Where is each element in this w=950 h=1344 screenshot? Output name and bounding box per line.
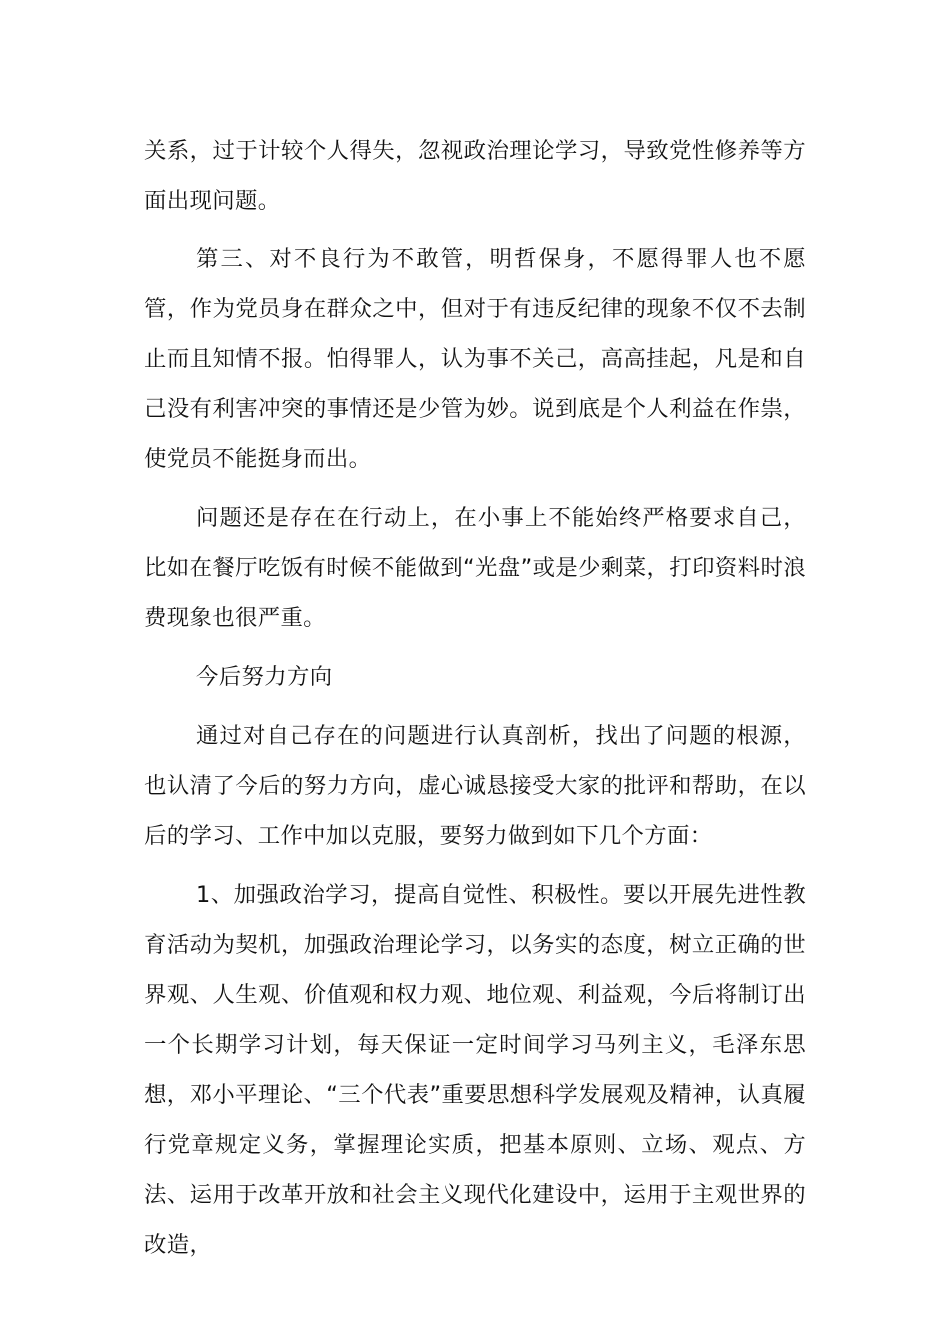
section-heading-future-direction: 今后努力方向	[196, 664, 333, 690]
paragraph-action-issue: 问题还是存在在行动上，在小事上不能始终严格要求自己，比如在餐厅吃饭有时候不能做到“光盘”或是少剩菜，打印资料时浪费现象也很严重。	[144, 505, 806, 631]
paragraph-third-issue: 第三、对不良行为不敢管，明哲保身，不愿得罪人也不愿管，作为党员身在群众之中，但对于有违反纪律的现象不仅不去制止而且知情不报。怕得罪人，认为事不关己，高高挂起，凡是和自己没有利害冲突的事情还是少管为妙。说到底是个人利益在作祟，使党员不能挺身而出。	[144, 246, 806, 472]
paragraph-item-1: 1、加强政治学习，提高自觉性、积极性。要以开展先进性教育活动为契机，加强政治理论学习，以务实的态度，树立正确的世界观、人生观、价值观和权力观、地位观、利益观，今后将制订出一个长期学习计划，每天保证一定时间学习马列主义，毛泽东思想，邓小平理论、“三个代表”重要思想科学发展观及精神，认真履行党章规定义务，掌握理论实质，把基本原则、立场、观点、方法、运用于改革开放和社会主义现代化建设中，运用于主观世界的改造，	[144, 882, 806, 1258]
paragraph-analysis: 通过对自己存在的问题进行认真剖析，找出了问题的根源，也认清了今后的努力方向，虚心诚恳接受大家的批评和帮助，在以后的学习、工作中加以克服，要努力做到如下几个方面：	[144, 723, 806, 849]
document-body	[144, 126, 806, 1270]
paragraph-continuation: 关系，过于计较个人得失，忽视政治理论学习，导致党性修养等方面出现问题。	[144, 138, 806, 214]
